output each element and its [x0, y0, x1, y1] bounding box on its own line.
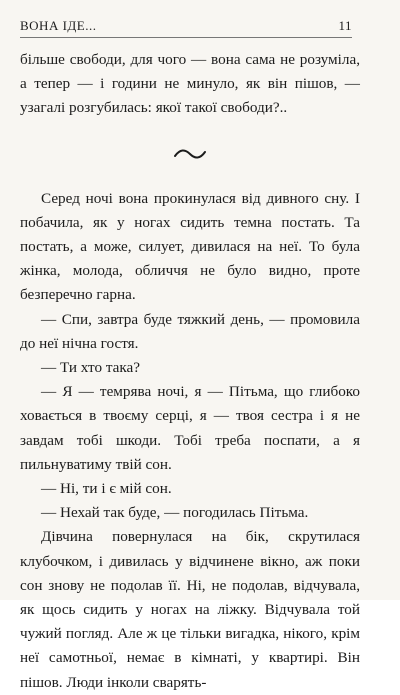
paragraph: — Спи, завтра буде тяжкий день, — промовила до неї нічна гостя.: [20, 310, 360, 352]
paragraph: — Нехай так буде, — погодилась Пітьма.: [41, 504, 309, 522]
paragraph-continued: більше свободи, для чого — вона сама не розуміла, а тепер — і години не минуло, як він пішов, — узагалі розгубилась: якої такої свободи?..: [20, 51, 360, 117]
running-title: ВОНА ІДЕ...: [20, 18, 97, 33]
paragraph: — Ні, ти і є мій сон.: [41, 480, 172, 498]
tilde-flourish-icon: [173, 148, 207, 160]
page-number: 11: [338, 18, 352, 33]
paragraph: Дівчина повернулася на бік, скрутилася клубочком, і дивилась у відчинене вікно, аж поки сон знову не подолав її. Ні, не подолав, відчувала, як щось сидить у ногах на ліжку. Відчувала той чужий погляд. Але ж це тільки вигадка, нікого, крім неї самотньої, немає в кімнаті, у квартирі. Він пішов. Люди інколи сварять-: [20, 528, 360, 691]
page-body: [20, 48, 360, 695]
section-ornament: [20, 121, 360, 187]
paragraph: — Я — темрява ночі, я — Пітьма, що глибоко ховається в твоєму серці, я — твоя сестра і я не завдам тобі шкоди. Тобі треба поспати, а я пильнуватиму твій сон.: [20, 383, 360, 473]
paragraph: — Ти хто така?: [41, 359, 141, 377]
running-header: [20, 10, 352, 38]
paragraph: Серед ночі вона прокинулася від дивного сну. І побачила, як у ногах сидить темна постать. Та постать, а може, силует, дивилася на неї. То була жінка, молода, обличчя не було видно, проте безперечно гарна.: [20, 189, 360, 304]
